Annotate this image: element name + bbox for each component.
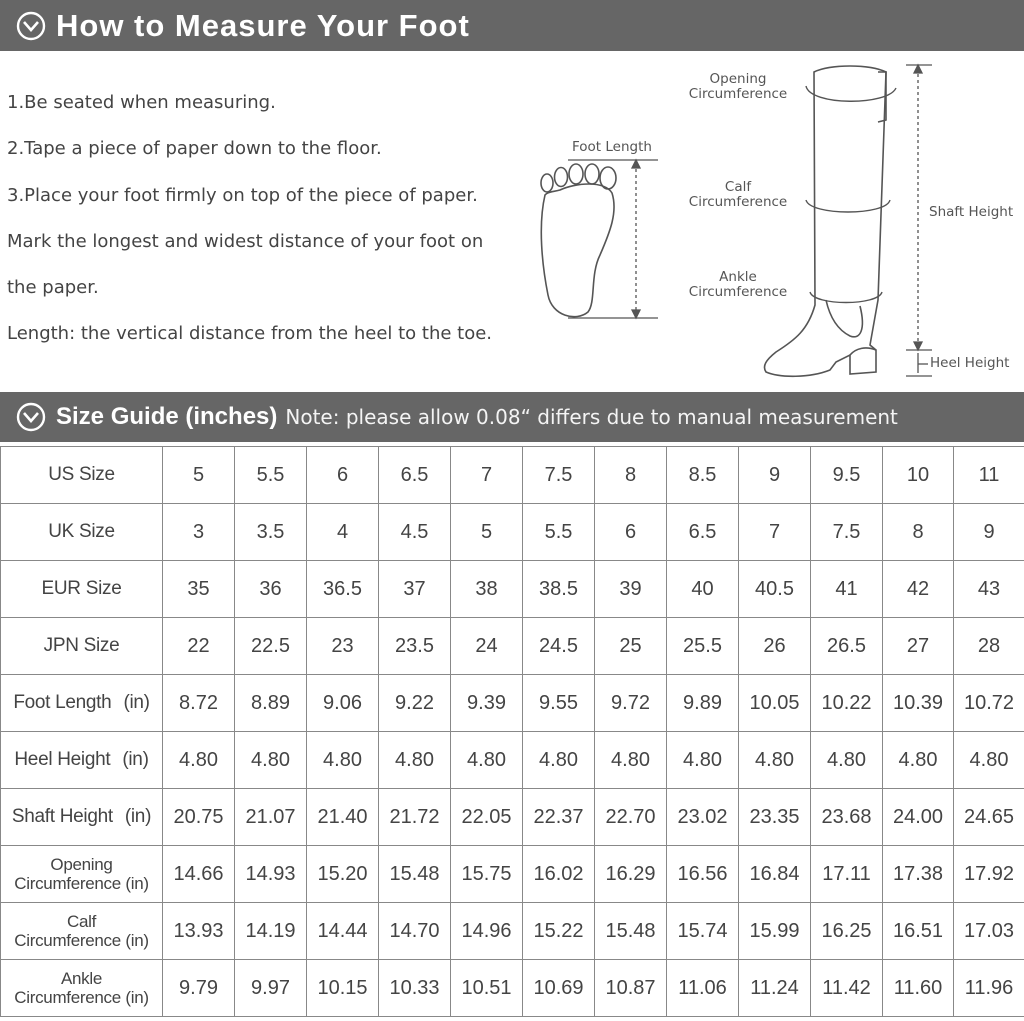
table-cell: 25 — [595, 618, 667, 675]
table-cell: 7.5 — [523, 447, 595, 504]
table-cell: 9.39 — [451, 675, 523, 732]
table-cell: 7 — [739, 504, 811, 561]
row-header — [1, 903, 163, 960]
row-label: UK Size — [48, 521, 115, 542]
table-cell: 15.99 — [739, 903, 811, 960]
table-cell: 4.80 — [739, 732, 811, 789]
table-cell: 5 — [451, 504, 523, 561]
table-cell: 8.5 — [667, 447, 739, 504]
table-cell: 6.5 — [667, 504, 739, 561]
ankle-circumference-label: Ankle Circumference — [688, 269, 788, 300]
row-label-second: Circumference — [14, 874, 121, 893]
table-cell: 38.5 — [523, 561, 595, 618]
table-cell: 37 — [379, 561, 451, 618]
table-cell: 15.22 — [523, 903, 595, 960]
table-cell: 16.29 — [595, 846, 667, 903]
table-cell: 15.48 — [379, 846, 451, 903]
heel-height-label: Heel Height — [930, 355, 1010, 371]
row-unit: (in) — [124, 806, 152, 827]
table-cell: 10 — [883, 447, 954, 504]
table-cell: 23.02 — [667, 789, 739, 846]
row-label-line2 — [1, 988, 162, 1007]
size-guide-bar — [0, 392, 1024, 442]
table-cell: 11.42 — [811, 960, 883, 1017]
size-guide-note: Note: please allow 0.08“ differs due to manual measurement — [285, 405, 898, 429]
row-label: Calf — [66, 912, 97, 931]
row-header — [1, 960, 163, 1017]
table-cell: 24.5 — [523, 618, 595, 675]
table-cell: 4.80 — [451, 732, 523, 789]
table-cell: 8 — [595, 447, 667, 504]
table-cell: 4.80 — [235, 732, 307, 789]
table-cell: 9 — [739, 447, 811, 504]
size-table — [0, 446, 1024, 1017]
row-unit: (in) — [125, 874, 149, 893]
table-cell: 5.5 — [523, 504, 595, 561]
row-label: US Size — [48, 464, 115, 485]
step-text: 1.Be seated when measuring. — [7, 92, 276, 113]
table-cell: 11.96 — [954, 960, 1024, 1017]
row-label: Shaft Height — [11, 806, 113, 827]
table-cell: 22.37 — [523, 789, 595, 846]
table-cell: 43 — [954, 561, 1024, 618]
table-cell: 8.89 — [235, 675, 307, 732]
foot-outline-icon — [541, 164, 616, 317]
row-header — [1, 732, 163, 789]
table-row — [1, 732, 1024, 789]
table-cell: 10.72 — [954, 675, 1024, 732]
table-cell: 14.44 — [307, 903, 379, 960]
table-cell: 10.51 — [451, 960, 523, 1017]
table-cell: 26.5 — [811, 618, 883, 675]
table-cell: 9.55 — [523, 675, 595, 732]
table-cell: 11.60 — [883, 960, 954, 1017]
table-cell: 4 — [307, 504, 379, 561]
table-cell: 8 — [883, 504, 954, 561]
step-text: 3.Place your foot firmly on top of the piece of paper. — [7, 184, 478, 206]
row-label-line2 — [1, 931, 162, 950]
table-cell: 3.5 — [235, 504, 307, 561]
table-cell: 36 — [235, 561, 307, 618]
step-text: the paper. — [7, 277, 99, 299]
step-text: Length: the vertical distance from the heel to the toe. — [7, 323, 493, 345]
size-guide-title: Size Guide (inches) — [56, 403, 278, 430]
table-cell: 4.80 — [667, 732, 739, 789]
table-cell: 16.25 — [811, 903, 883, 960]
row-unit: (in) — [122, 749, 149, 770]
row-label-second: Circumference — [14, 988, 121, 1007]
row-label: Ankle — [60, 969, 103, 988]
row-header — [1, 789, 163, 846]
table-cell: 4.80 — [307, 732, 379, 789]
foot-length-label: Foot Length — [572, 139, 652, 155]
table-cell: 16.51 — [883, 903, 954, 960]
table-cell: 13.93 — [163, 903, 235, 960]
table-cell: 24 — [451, 618, 523, 675]
table-cell: 15.75 — [451, 846, 523, 903]
boot-outline-icon — [764, 66, 886, 376]
table-cell: 39 — [595, 561, 667, 618]
table-cell: 4.80 — [379, 732, 451, 789]
row-header — [1, 504, 163, 561]
table-cell: 16.56 — [667, 846, 739, 903]
table-cell: 6 — [307, 447, 379, 504]
table-cell: 6.5 — [379, 447, 451, 504]
table-cell: 22.5 — [235, 618, 307, 675]
table-cell: 10.39 — [883, 675, 954, 732]
row-header — [1, 447, 163, 504]
table-row — [1, 675, 1024, 732]
chevron-down-circle-icon — [16, 402, 46, 432]
page-title: How to Measure Your Foot — [56, 7, 470, 43]
table-cell: 14.66 — [163, 846, 235, 903]
row-label: Opening — [50, 855, 113, 874]
row-unit: (in) — [125, 931, 149, 950]
table-cell: 5 — [163, 447, 235, 504]
table-cell: 35 — [163, 561, 235, 618]
height-lines — [906, 65, 932, 376]
table-cell: 9.22 — [379, 675, 451, 732]
step-text: Mark the longest and widest distance of your foot on — [7, 230, 484, 252]
row-header — [1, 675, 163, 732]
table-cell: 9 — [954, 504, 1024, 561]
table-row — [1, 618, 1024, 675]
table-cell: 36.5 — [307, 561, 379, 618]
table-cell: 4.80 — [163, 732, 235, 789]
table-cell: 23.35 — [739, 789, 811, 846]
row-unit: (in) — [123, 692, 150, 713]
table-cell: 9.06 — [307, 675, 379, 732]
table-cell: 16.02 — [523, 846, 595, 903]
table-cell: 28 — [954, 618, 1024, 675]
calf-circumference-label: Calf Circumference — [688, 179, 788, 210]
table-cell: 3 — [163, 504, 235, 561]
row-header — [1, 846, 163, 903]
table-cell: 9.97 — [235, 960, 307, 1017]
table-cell: 24.65 — [954, 789, 1024, 846]
table-cell: 4.80 — [595, 732, 667, 789]
table-cell: 10.22 — [811, 675, 883, 732]
table-cell: 14.19 — [235, 903, 307, 960]
table-cell: 9.79 — [163, 960, 235, 1017]
table-cell: 16.84 — [739, 846, 811, 903]
table-row — [1, 903, 1024, 960]
row-label-line2 — [1, 874, 162, 893]
table-cell: 27 — [883, 618, 954, 675]
table-cell: 4.80 — [954, 732, 1024, 789]
table-cell: 10.15 — [307, 960, 379, 1017]
row-label-second: Circumference — [14, 931, 121, 950]
table-cell: 25.5 — [667, 618, 739, 675]
row-label: Heel Height — [14, 749, 111, 770]
table-cell: 4.80 — [883, 732, 954, 789]
table-cell: 10.05 — [739, 675, 811, 732]
opening-circumference-label: Opening Circumference — [688, 71, 788, 102]
table-cell: 14.70 — [379, 903, 451, 960]
table-cell: 24.00 — [883, 789, 954, 846]
table-cell: 9.5 — [811, 447, 883, 504]
table-cell: 22.70 — [595, 789, 667, 846]
table-cell: 5.5 — [235, 447, 307, 504]
table-cell: 9.72 — [595, 675, 667, 732]
table-cell: 15.48 — [595, 903, 667, 960]
table-cell: 11.06 — [667, 960, 739, 1017]
table-cell: 10.87 — [595, 960, 667, 1017]
table-cell: 42 — [883, 561, 954, 618]
table-cell: 11 — [954, 447, 1024, 504]
table-cell: 26 — [739, 618, 811, 675]
table-cell: 23 — [307, 618, 379, 675]
table-cell: 41 — [811, 561, 883, 618]
table-cell: 4.5 — [379, 504, 451, 561]
table-cell: 23.68 — [811, 789, 883, 846]
row-label: EUR Size — [41, 578, 122, 599]
table-cell: 15.20 — [307, 846, 379, 903]
table-cell: 40 — [667, 561, 739, 618]
table-cell: 20.75 — [163, 789, 235, 846]
table-cell: 11.24 — [739, 960, 811, 1017]
table-cell: 7 — [451, 447, 523, 504]
row-label: JPN Size — [43, 635, 120, 656]
table-cell: 7.5 — [811, 504, 883, 561]
table-cell: 17.03 — [954, 903, 1024, 960]
table-row — [1, 846, 1024, 903]
table-cell: 14.93 — [235, 846, 307, 903]
table-cell: 6 — [595, 504, 667, 561]
table-cell: 4.80 — [811, 732, 883, 789]
table-cell: 23.5 — [379, 618, 451, 675]
table-row — [1, 447, 1024, 504]
table-cell: 17.11 — [811, 846, 883, 903]
row-header — [1, 618, 163, 675]
table-cell: 10.33 — [379, 960, 451, 1017]
row-unit: (in) — [125, 988, 149, 1007]
table-cell: 21.07 — [235, 789, 307, 846]
table-cell: 38 — [451, 561, 523, 618]
table-cell: 21.72 — [379, 789, 451, 846]
row-label: Foot Length — [13, 692, 112, 713]
step-text: 2.Tape a piece of paper down to the floor. — [7, 138, 382, 160]
table-cell: 15.74 — [667, 903, 739, 960]
table-row — [1, 504, 1024, 561]
table-cell: 40.5 — [739, 561, 811, 618]
shaft-height-label: Shaft Height — [929, 204, 1014, 220]
table-cell: 17.38 — [883, 846, 954, 903]
table-cell: 4.80 — [523, 732, 595, 789]
table-cell: 8.72 — [163, 675, 235, 732]
table-row — [1, 561, 1024, 618]
table-cell: 17.92 — [954, 846, 1024, 903]
table-cell: 22.05 — [451, 789, 523, 846]
row-header — [1, 561, 163, 618]
table-cell: 14.96 — [451, 903, 523, 960]
table-cell: 21.40 — [307, 789, 379, 846]
measurement-diagram — [0, 0, 1024, 392]
table-row — [1, 960, 1024, 1017]
table-cell: 9.89 — [667, 675, 739, 732]
table-cell: 22 — [163, 618, 235, 675]
table-cell: 10.69 — [523, 960, 595, 1017]
table-row — [1, 789, 1024, 846]
